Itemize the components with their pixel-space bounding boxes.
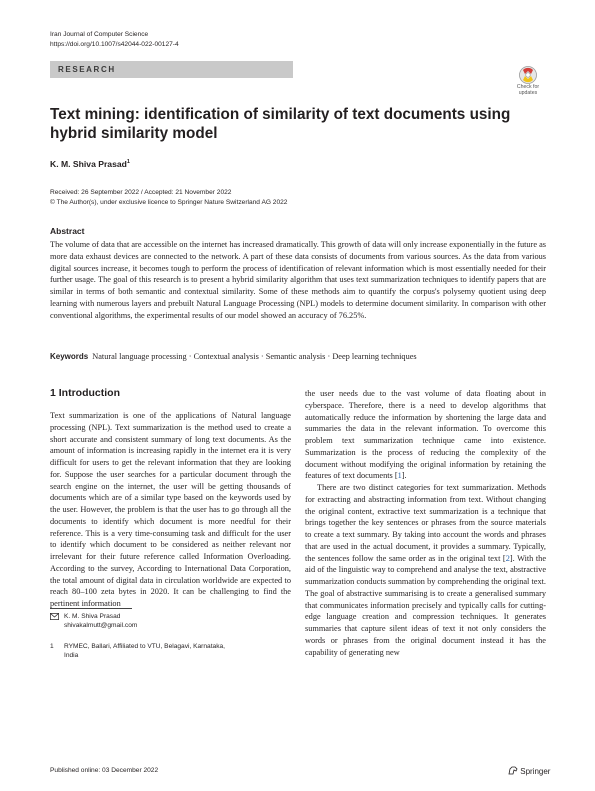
springer-logo <box>508 766 550 776</box>
affiliation-line-2: India <box>64 652 79 659</box>
citation-link-2[interactable]: 2 <box>505 553 510 563</box>
footnote-rule <box>50 608 132 609</box>
corresponding-author-name: K. M. Shiva Prasad <box>64 613 121 620</box>
journal-name: Iran Journal of Computer Science <box>50 31 149 38</box>
springer-wordmark: Springer <box>520 767 551 776</box>
springer-horse-icon <box>508 766 518 775</box>
abstract-heading: Abstract <box>50 226 85 236</box>
article-type-label: RESEARCH <box>58 65 116 74</box>
author-name: K. M. Shiva Prasad <box>50 159 127 169</box>
corresponding-author-email[interactable]: shivakalmutt@gmail.com <box>64 622 138 629</box>
intro-paragraph-1: Text summarization is one of the applications of Natural language processing (NPL). Text summarization is the method used to create a short accurate and consistent summary of long text documents. As the amount of information is increasing rapidly in the internet era it is very difficult for users to get the relevant information that they are looking for. Suppose the user searches for a particular document through the search engine on the internet, the user will be getting thousands of documents which are of a similar type based on the keywords used by the user. However, the problem is that the user has to go through all the documents to identify which document is more needful for their reference. This is a very time-consuming task and difficult for the user to identify which document to be considered as neither relevant nor irrelevant for their future reference called Information Overloading. According to the survey, According to International Data Corporation, the total amount of digital data in circulation worldwide are expected to reach 80–100 zeta bytes in 2020. It can be challenging to find the pertinent information <box>50 411 291 608</box>
keywords-text: Natural language processing · Contextual analysis · Semantic analysis · Deep learning techniques <box>92 352 417 361</box>
author-line <box>50 159 130 169</box>
citation-link-1[interactable]: 1 <box>397 471 402 481</box>
copyright-line: © The Author(s), under exclusive licence to Springer Nature Switzerland AG 2022 <box>50 199 288 206</box>
article-type-bar <box>50 61 293 78</box>
abstract-body: The volume of data that are accessible on the internet has increased dramatically. This growth of data will only increase exponentially in the future as more data exhaust devices are connected to the network. A part of these data consists of documents from various sources. As the data from various digital sources increase, it becomes tough to perform the process of identification of relevant information which is most essentially needed for their further usage. The goal of this research is to present a hybrid similarity algorithm that uses text summarization techniques to identify papers that are similar in terms of both semantic and contextual similarity. Some of these methods aim to quantify the corpus's polysemy quotient using deep learning with numerous layers and prebuilt Natural Language Processing (NPL) models to determine document similarity. In comparison with other conventional algorithms, the experimental results of our model showed an accuracy of 76.25%. <box>50 240 546 320</box>
right-column <box>305 388 546 658</box>
keywords-line <box>50 352 546 361</box>
section-heading: 1 Introduction <box>50 387 120 399</box>
received-accepted: Received: 26 September 2022 / Accepted: 21 November 2022 <box>50 189 232 196</box>
published-online: Published online: 03 December 2022 <box>50 767 159 774</box>
article-dates <box>50 188 287 208</box>
envelope-icon <box>50 613 62 623</box>
left-column <box>50 410 291 610</box>
intro-paragraph-2: the user needs due to the vast volume of data floating about in cyberspace. Therefore, there is a need to develop algorithms that automatically reduce the information by shortening the large data and summaries the data in the relevant information. To overcome this problem text summarization technique came into existence. Summarization is the process of reducing the complexity of the document without modifying the original information by retaining the features of text documents [1]. <box>305 389 546 481</box>
intro-paragraph-3: There are two distinct categories for text summarization. Methods for extracting and abstracting information from text. Without changing the original content, extractive text summarization is a technique that brings together the key sentences or phrases from the source materials to create a text summary. By taking into account the words and phrases that are used in the actual document, it provides a summary. Typically, the sentences follow the same order as in the original text [2]. With the aid of the linguistic way to comprehend and analyse the text, abstractive summarization conducts summation by comprehending the original text. The goal of abstractive summarising is to create a generalised summary that communicates information precisely and typically calls for cutting-edge language creation and compression techniques. It generates summaries that capture silent ideas of text it not only considers the words or phrases from the original document instead it has the capability of generating new <box>305 483 546 657</box>
author-affil-mark: 1 <box>126 159 130 166</box>
keywords-label: Keywords <box>50 352 89 361</box>
doi-link[interactable]: https://doi.org/10.1007/s42044-022-00127-4 <box>50 41 179 48</box>
check-for-updates-label: Check for updates <box>516 84 540 96</box>
affiliation-line-1: RYMEC, Ballari, Affiliated to VTU, Belagavi, Karnataka, <box>64 643 226 650</box>
article-title: Text mining: identification of similarity of text documents using hybrid similarity model <box>50 106 511 142</box>
affiliation-number: 1 <box>50 643 54 650</box>
